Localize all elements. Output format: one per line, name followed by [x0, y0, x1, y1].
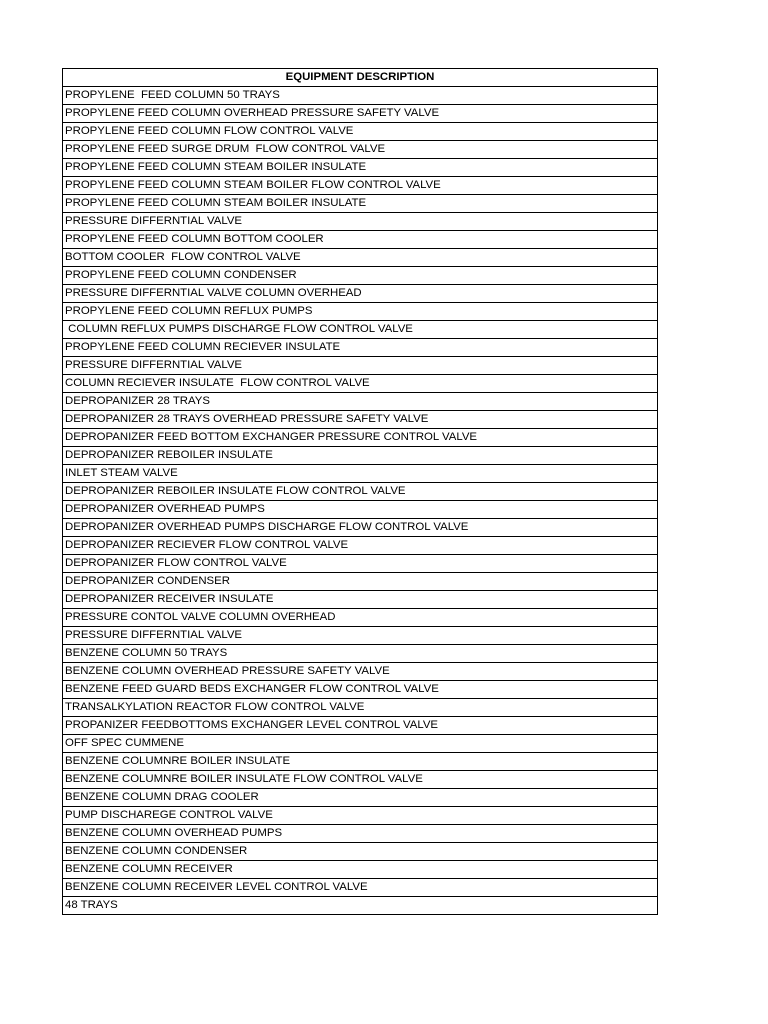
table-row [63, 789, 658, 807]
table-row [63, 267, 658, 285]
table-cell[interactable]: INLET STEAM VALVE [63, 465, 658, 483]
table-row [63, 681, 658, 699]
table-row [63, 393, 658, 411]
table-cell[interactable]: DEPROPANIZER RECIEVER FLOW CONTROL VALVE [63, 537, 658, 555]
table-row [63, 141, 658, 159]
table-cell[interactable]: BENZENE COLUMNRE BOILER INSULATE [63, 753, 658, 771]
table-cell[interactable]: PROPYLENE FEED COLUMN OVERHEAD PRESSURE SAFETY VALVE [63, 105, 658, 123]
table-cell[interactable]: DEPROPANIZER REBOILER INSULATE [63, 447, 658, 465]
table-cell[interactable]: TRANSALKYLATION REACTOR FLOW CONTROL VALVE [63, 699, 658, 717]
table-row [63, 213, 658, 231]
table-cell[interactable]: PROPYLENE FEED SURGE DRUM FLOW CONTROL VALVE [63, 141, 658, 159]
table-row [63, 699, 658, 717]
table-row [63, 555, 658, 573]
table-row [63, 717, 658, 735]
table-row [63, 825, 658, 843]
table-cell[interactable]: PROPYLENE FEED COLUMN REFLUX PUMPS [63, 303, 658, 321]
table-row [63, 519, 658, 537]
table-cell[interactable]: BENZENE COLUMN OVERHEAD PUMPS [63, 825, 658, 843]
table-header-row [63, 69, 658, 87]
table-row [63, 897, 658, 915]
table-cell[interactable]: PROPYLENE FEED COLUMN 50 TRAYS [63, 87, 658, 105]
table-cell[interactable]: DEPROPANIZER FLOW CONTROL VALVE [63, 555, 658, 573]
table-cell[interactable]: BENZENE COLUMNRE BOILER INSULATE FLOW CONTROL VALVE [63, 771, 658, 789]
table-row [63, 177, 658, 195]
table-row [63, 483, 658, 501]
table-cell[interactable]: PROPYLENE FEED COLUMN RECIEVER INSULATE [63, 339, 658, 357]
table-cell[interactable]: OFF SPEC CUMMENE [63, 735, 658, 753]
table-cell[interactable]: COLUMN REFLUX PUMPS DISCHARGE FLOW CONTROL VALVE [63, 321, 658, 339]
table-row [63, 465, 658, 483]
table-cell[interactable]: 48 TRAYS [63, 897, 658, 915]
table-cell[interactable]: PROPANIZER FEEDBOTTOMS EXCHANGER LEVEL CONTROL VALVE [63, 717, 658, 735]
table-cell[interactable]: BENZENE COLUMN RECEIVER LEVEL CONTROL VALVE [63, 879, 658, 897]
table-cell[interactable]: DEPROPANIZER FEED BOTTOM EXCHANGER PRESSURE CONTROL VALVE [63, 429, 658, 447]
table-row [63, 105, 658, 123]
table-cell[interactable]: BOTTOM COOLER FLOW CONTROL VALVE [63, 249, 658, 267]
table-row [63, 87, 658, 105]
table-cell[interactable]: PROPYLENE FEED COLUMN BOTTOM COOLER [63, 231, 658, 249]
table-row [63, 231, 658, 249]
table-row [63, 303, 658, 321]
table-cell[interactable]: DEPROPANIZER CONDENSER [63, 573, 658, 591]
table-row [63, 447, 658, 465]
table-cell[interactable]: PROPYLENE FEED COLUMN STEAM BOILER FLOW CONTROL VALVE [63, 177, 658, 195]
table-row [63, 645, 658, 663]
column-header-equipment-description[interactable]: EQUIPMENT DESCRIPTION [63, 69, 658, 87]
table-cell[interactable]: PROPYLENE FEED COLUMN FLOW CONTROL VALVE [63, 123, 658, 141]
table-row [63, 591, 658, 609]
table-row [63, 753, 658, 771]
table-cell[interactable]: BENZENE COLUMN OVERHEAD PRESSURE SAFETY VALVE [63, 663, 658, 681]
table-row [63, 285, 658, 303]
table-cell[interactable]: PRESSURE CONTOL VALVE COLUMN OVERHEAD [63, 609, 658, 627]
table-row [63, 879, 658, 897]
table-row [63, 339, 658, 357]
table-row [63, 195, 658, 213]
table-cell[interactable]: BENZENE COLUMN RECEIVER [63, 861, 658, 879]
table-cell[interactable]: BENZENE COLUMN DRAG COOLER [63, 789, 658, 807]
table-row [63, 843, 658, 861]
table-row [63, 357, 658, 375]
table-cell[interactable]: DEPROPANIZER OVERHEAD PUMPS DISCHARGE FLOW CONTROL VALVE [63, 519, 658, 537]
table-cell[interactable]: BENZENE COLUMN CONDENSER [63, 843, 658, 861]
table-cell[interactable]: DEPROPANIZER 28 TRAYS [63, 393, 658, 411]
table-cell[interactable]: PUMP DISCHAREGE CONTROL VALVE [63, 807, 658, 825]
table-cell[interactable]: PRESSURE DIFFERNTIAL VALVE [63, 357, 658, 375]
table-row [63, 609, 658, 627]
table-row [63, 501, 658, 519]
table-row [63, 627, 658, 645]
table-cell[interactable]: PROPYLENE FEED COLUMN STEAM BOILER INSULATE [63, 159, 658, 177]
table-cell[interactable]: PRESSURE DIFFERNTIAL VALVE [63, 213, 658, 231]
table-row [63, 159, 658, 177]
table-cell[interactable]: BENZENE COLUMN 50 TRAYS [63, 645, 658, 663]
table-row [63, 411, 658, 429]
table-cell[interactable]: COLUMN RECIEVER INSULATE FLOW CONTROL VALVE [63, 375, 658, 393]
table-row [63, 537, 658, 555]
table-cell[interactable]: DEPROPANIZER 28 TRAYS OVERHEAD PRESSURE SAFETY VALVE [63, 411, 658, 429]
table-row [63, 663, 658, 681]
table-row [63, 861, 658, 879]
equipment-table [62, 68, 658, 915]
table-cell[interactable]: PRESSURE DIFFERNTIAL VALVE COLUMN OVERHEAD [63, 285, 658, 303]
table-cell[interactable]: PROPYLENE FEED COLUMN STEAM BOILER INSULATE [63, 195, 658, 213]
table-cell[interactable]: DEPROPANIZER RECEIVER INSULATE [63, 591, 658, 609]
table-row [63, 573, 658, 591]
table-cell[interactable]: DEPROPANIZER OVERHEAD PUMPS [63, 501, 658, 519]
table-row [63, 735, 658, 753]
table-cell[interactable]: BENZENE FEED GUARD BEDS EXCHANGER FLOW CONTROL VALVE [63, 681, 658, 699]
table-cell[interactable]: PRESSURE DIFFERNTIAL VALVE [63, 627, 658, 645]
table-cell[interactable]: PROPYLENE FEED COLUMN CONDENSER [63, 267, 658, 285]
table-row [63, 375, 658, 393]
table-cell[interactable]: DEPROPANIZER REBOILER INSULATE FLOW CONTROL VALVE [63, 483, 658, 501]
table-row [63, 429, 658, 447]
table-body [63, 87, 658, 915]
table-row [63, 123, 658, 141]
table-row [63, 249, 658, 267]
table-row [63, 807, 658, 825]
table-row [63, 321, 658, 339]
table-row [63, 771, 658, 789]
